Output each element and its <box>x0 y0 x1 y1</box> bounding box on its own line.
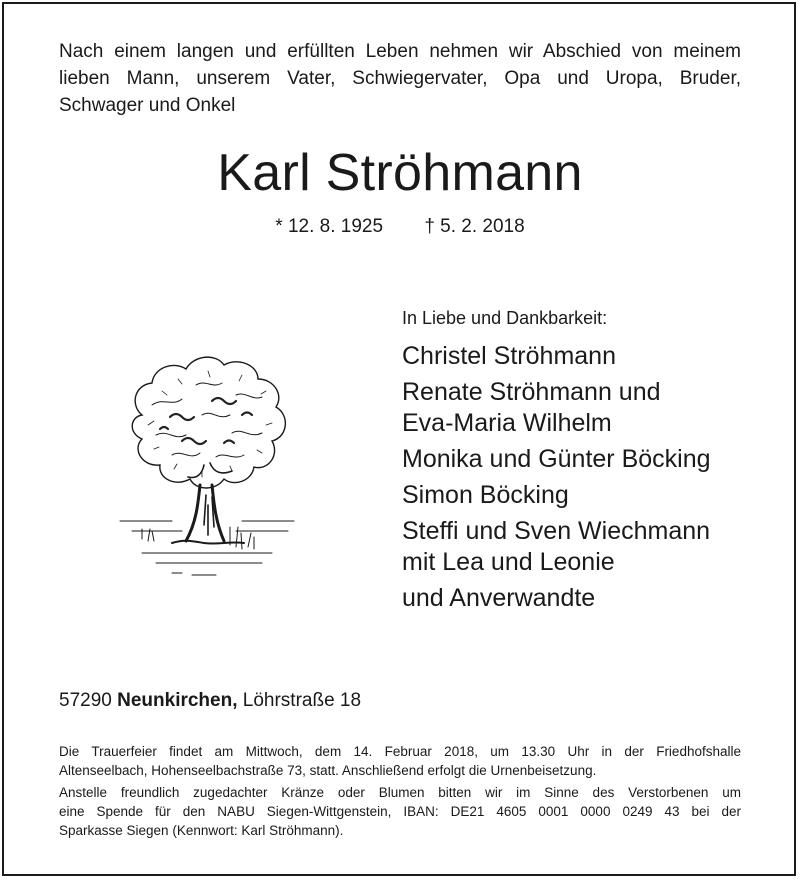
tree-icon <box>112 345 302 585</box>
intro-text <box>59 38 741 119</box>
donation-line: eine Spende für den NABU Siegen-Wittgenstein, IBAN: DE21 4605 0001 0000 0249 43 bei der <box>59 804 741 819</box>
mourners-lead: In Liebe und Dankbarkeit: <box>402 308 608 328</box>
mourner-line: Simon Böcking <box>402 481 569 509</box>
address <box>59 687 361 715</box>
birth-date: * 12. 8. 1925 <box>275 216 384 237</box>
address-street: Löhrstraße 18 <box>242 690 362 711</box>
life-dates <box>0 213 800 241</box>
mourner-entry <box>402 341 782 372</box>
deceased-name: Karl Ströhmann <box>217 144 583 202</box>
donation-line: Sparkasse Siegen (Kennwort: Karl Ströhmann). <box>59 823 344 838</box>
mourner-line: Monika und Günter Böcking <box>402 445 711 473</box>
mourner-entry <box>402 480 782 511</box>
death-date: † 5. 2. 2018 <box>424 216 525 237</box>
donation-line: Anstelle freundlich zugedachter Kränze oder Blumen bitten wir im Sinne des Verstorbenen um <box>59 785 741 800</box>
intro-line: lieben Mann, unserem Vater, Schwiegervater, Opa und Uropa, Bruder, <box>59 68 741 89</box>
intro-line: Schwager und Onkel <box>59 95 236 116</box>
address-postcode: 57290 <box>59 690 112 711</box>
mourners-block <box>402 305 782 619</box>
mourner-line: Eva-Maria Wilhelm <box>402 409 612 437</box>
mourner-line: Steffi und Sven Wiechmann <box>402 517 711 545</box>
notes <box>59 742 741 843</box>
donation-notice <box>59 783 741 840</box>
mourner-line: mit Lea und Leonie <box>402 548 615 576</box>
mourner-line: Renate Ströhmann und <box>402 378 661 406</box>
mourner-entry <box>402 377 782 439</box>
funeral-line: Die Trauerfeier findet am Mittwoch, dem 14. Februar 2018, um 13.30 Uhr in der Friedhofshalle <box>59 744 741 759</box>
intro-line: Nach einem langen und erfüllten Leben nehmen wir Abschied von meinem <box>59 41 741 62</box>
mourner-entry <box>402 583 782 614</box>
mourner-entry <box>402 516 782 578</box>
mourner-line: Christel Ströhmann <box>402 342 616 370</box>
funeral-notice <box>59 742 741 780</box>
address-city: Neunkirchen, <box>117 690 238 711</box>
mourner-entry <box>402 444 782 475</box>
funeral-line: Altenseelbach, Hohenseelbachstraße 73, statt. Anschließend erfolgt die Urnenbeisetzung. <box>59 763 597 778</box>
mourner-line: und Anverwandte <box>402 584 596 612</box>
